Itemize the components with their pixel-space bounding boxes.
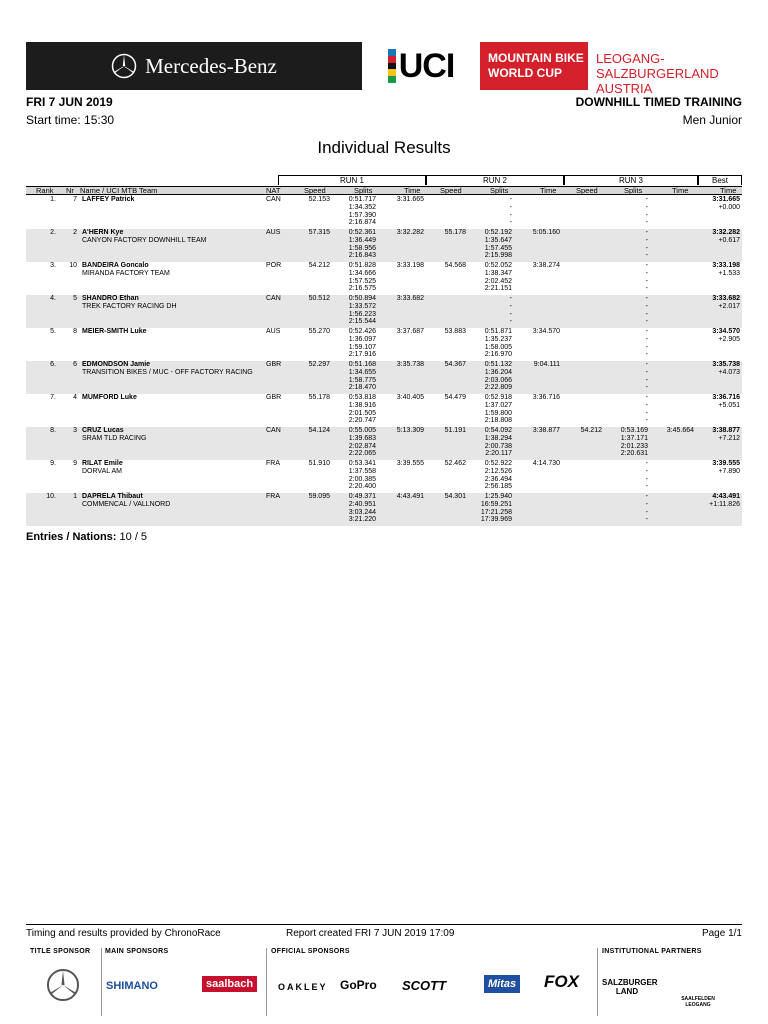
split-cell: -	[645, 318, 648, 326]
run-time-cell: 3:33.682	[396, 295, 424, 302]
split-cell: -	[645, 252, 648, 260]
speed-cell: 52.462	[444, 460, 466, 467]
split-cell: -	[645, 409, 648, 417]
table-row	[26, 427, 742, 460]
run-time-cell: 4:14.730	[532, 460, 560, 467]
gap-cell: +5.051	[718, 401, 740, 409]
bib-number-cell: 1	[73, 493, 77, 500]
split-cell: 1:37.558	[348, 467, 376, 475]
split-cell: -	[645, 285, 648, 293]
rank-cell: 10.	[46, 493, 56, 500]
salzburgerland-logo: SALZBURGER LAND	[602, 978, 658, 996]
split-cell: -	[645, 328, 648, 335]
team-name-cell: MIRANDA FACTORY TEAM	[82, 269, 170, 277]
rider-name-cell: MUMFORD Luke	[82, 394, 137, 401]
split-cell: 2:20.631	[620, 450, 648, 458]
best-time-cell: 3:31.665	[712, 196, 740, 203]
best-time-cell: 4:43.491	[712, 493, 740, 500]
split-cell: -	[509, 196, 512, 203]
split-cell: -	[645, 508, 648, 516]
mercedes-wordmark: Mercedes-Benz	[145, 53, 277, 78]
run-time-cell: 3:40.405	[396, 394, 424, 401]
split-cell: -	[645, 500, 648, 508]
oakley-logo: OAKLEY	[278, 982, 328, 992]
run-time-cell: 3:45.664	[666, 427, 694, 434]
nationality-cell: CAN	[266, 295, 281, 302]
best-header: Best	[698, 175, 742, 185]
split-cell: 0:51.168	[348, 361, 376, 368]
rank-cell: 2.	[50, 229, 56, 236]
saalbach-logo: saalbach	[202, 976, 257, 992]
split-cell: 2:02.452	[484, 277, 512, 285]
rank-cell: 9.	[50, 460, 56, 467]
run2-header: RUN 2	[426, 175, 564, 185]
shimano-logo: SHIMANO	[106, 980, 158, 992]
main-sponsors-label: MAIN SPONSORS	[105, 948, 169, 955]
nationality-cell: GBR	[266, 394, 282, 401]
bib-number-cell: 6	[73, 361, 77, 368]
best-time-cell: 3:38.877	[712, 427, 740, 434]
col-r3-splits: Splits	[624, 186, 643, 195]
split-cell: -	[645, 269, 648, 277]
split-cell: -	[509, 318, 512, 326]
nationality-cell: POR	[266, 262, 282, 269]
split-cell: 0:49.371	[348, 493, 376, 500]
sponsor-divider	[266, 948, 267, 1016]
col-r3-time: Time	[672, 186, 689, 195]
split-cell: 1:58.005	[484, 343, 512, 351]
table-row	[26, 394, 742, 427]
col-nr: Nr	[66, 186, 74, 195]
gap-cell: +1.533	[718, 269, 740, 277]
nationality-cell: CAN	[266, 427, 281, 434]
rider-name-cell: MEIER-SMITH Luke	[82, 328, 147, 335]
rider-name-cell: DAPRELA Thibaut	[82, 493, 143, 500]
page-title: Individual Results	[317, 138, 451, 157]
split-cell: -	[645, 368, 648, 376]
split-cell: 0:52.192	[484, 229, 512, 236]
entries-label: Entries / Nations:	[26, 531, 117, 543]
split-cell: 1:35.237	[484, 335, 512, 343]
rider-name-cell: LAFFEY Patrick	[82, 196, 135, 203]
split-cell: 1:36.449	[348, 236, 376, 244]
split-cell: 1:59.107	[348, 343, 376, 351]
sponsor-bar	[30, 948, 742, 1018]
speed-cell: 53.883	[444, 328, 466, 335]
split-cell: -	[509, 295, 512, 302]
table-row	[26, 493, 742, 526]
split-cell: 1:57.525	[348, 277, 376, 285]
fox-logo: FOX	[544, 972, 579, 991]
speed-cell: 52.297	[308, 361, 330, 368]
split-cell: -	[645, 467, 648, 475]
split-cell: 2:00.385	[348, 475, 376, 483]
split-cell: 2:22.809	[484, 384, 512, 392]
split-cell: 2:16.843	[348, 252, 376, 260]
split-cell: 1:38.294	[484, 434, 512, 442]
split-cell: 1:35.647	[484, 236, 512, 244]
speed-cell: 55.270	[308, 328, 330, 335]
split-cell: -	[645, 219, 648, 227]
event-venue: LEOGANG-SALZBURGERLAND AUSTRIA	[588, 42, 742, 90]
split-cell: 0:52.922	[484, 460, 512, 467]
rank-cell: 8.	[50, 427, 56, 434]
run-time-cell: 3:36.716	[532, 394, 560, 401]
split-cell: -	[645, 244, 648, 252]
split-cell: 2:20.117	[485, 450, 512, 458]
table-row	[26, 460, 742, 493]
split-cell: -	[645, 262, 648, 269]
split-cell: 0:53.341	[348, 460, 376, 467]
split-cell: 1:58.775	[348, 376, 376, 384]
split-cell: -	[645, 394, 648, 401]
run-time-cell: 3:35.738	[396, 361, 424, 368]
split-cell: 1:37.171	[620, 434, 648, 442]
split-cell: 0:50.894	[348, 295, 376, 302]
split-cell: 1:58.956	[348, 244, 376, 252]
best-time-cell: 3:39.555	[712, 460, 740, 467]
rank-cell: 1.	[50, 196, 56, 203]
split-cell: 1:59.800	[484, 409, 512, 417]
timing-provider: Timing and results provided by ChronoRace	[26, 928, 221, 939]
team-name-cell: DORVAL AM	[82, 467, 122, 475]
split-cell: -	[509, 302, 512, 310]
split-cell: 1:36.097	[348, 335, 376, 343]
split-cell: -	[645, 417, 648, 425]
split-cell: 2:36.494	[484, 475, 512, 483]
uci-wordmark: UCI	[398, 46, 455, 85]
split-cell: -	[645, 229, 648, 236]
gap-cell: +2.017	[718, 302, 740, 310]
split-cell: 2:00.738	[484, 442, 512, 450]
page-number: Page 1/1	[701, 928, 742, 939]
split-cell: 2:20.747	[348, 417, 376, 425]
table-row	[26, 361, 742, 394]
team-name-cell: SRAM TLD RACING	[82, 434, 147, 442]
scott-logo: SCOTT	[402, 978, 447, 993]
split-cell: 17:39.969	[480, 516, 512, 524]
gap-cell: +1:11.826	[709, 500, 740, 508]
speed-cell: 52.153	[308, 196, 330, 203]
split-cell: 1:39.683	[348, 434, 376, 442]
split-cell: -	[645, 295, 648, 302]
results-table	[26, 174, 742, 526]
split-cell: -	[645, 460, 648, 467]
gap-cell: +7.890	[718, 467, 740, 475]
split-cell: -	[509, 310, 512, 318]
col-r2-time: Time	[540, 186, 557, 195]
split-cell: 1:38.347	[484, 269, 512, 277]
mercedes-star-icon	[111, 53, 137, 79]
col-name: Name / UCI MTB Team	[80, 186, 158, 195]
split-cell: -	[645, 483, 648, 491]
split-cell: -	[645, 351, 648, 359]
split-cell: 17:21.258	[480, 508, 512, 516]
table-row	[26, 295, 742, 328]
split-cell: 2:22.065	[348, 450, 376, 458]
split-cell: 0:52.361	[348, 229, 376, 236]
rider-name-cell: BANDEIRA Goncalo	[82, 262, 149, 269]
run-time-cell: 3:33.198	[396, 262, 424, 269]
team-name-cell: TREK FACTORY RACING DH	[82, 302, 177, 310]
nationality-cell: AUS	[266, 229, 281, 236]
rider-name-cell: RILAT Emile	[82, 460, 123, 467]
speed-cell: 51.191	[444, 427, 466, 434]
split-cell: 1:25.940	[484, 493, 512, 500]
run-time-cell: 3:34.570	[532, 328, 560, 335]
col-r2-splits: Splits	[490, 186, 509, 195]
bib-number-cell: 5	[73, 295, 77, 302]
speed-cell: 54.568	[444, 262, 466, 269]
split-cell: 2:15.998	[484, 252, 512, 260]
session-name: DOWNHILL TIMED TRAINING	[575, 95, 742, 109]
uci-logo	[362, 42, 480, 90]
split-cell: -	[645, 203, 648, 211]
split-cell: 0:52.918	[484, 394, 512, 401]
bib-number-cell: 4	[73, 394, 77, 401]
split-cell: 1:34.352	[348, 203, 376, 211]
split-cell: 2:16.575	[348, 285, 376, 293]
run-time-cell: 3:38.274	[532, 262, 560, 269]
split-cell: 0:51.871	[484, 328, 512, 335]
split-cell: 0:55.005	[348, 427, 376, 434]
gap-cell: +7.212	[718, 434, 740, 442]
best-time-cell: 3:33.198	[712, 262, 740, 269]
run-time-cell: 4:43.491	[396, 493, 424, 500]
split-cell: -	[509, 203, 512, 211]
split-cell: -	[645, 277, 648, 285]
split-cell: -	[645, 302, 648, 310]
split-cell: -	[645, 211, 648, 219]
split-cell: 2:03.066	[484, 376, 512, 384]
bib-number-cell: 10	[69, 262, 77, 269]
split-cell: -	[645, 376, 648, 384]
split-cell: -	[645, 516, 648, 524]
split-cell: -	[645, 196, 648, 203]
run3-header: RUN 3	[564, 175, 698, 185]
split-cell: 3:21.220	[348, 516, 376, 524]
table-row	[26, 262, 742, 295]
split-cell: -	[645, 310, 648, 318]
split-cell: 2:12.526	[484, 467, 512, 475]
table-row	[26, 229, 742, 262]
best-time-cell: 3:33.682	[712, 295, 740, 302]
speed-cell: 54.367	[444, 361, 466, 368]
split-cell: 1:57.390	[348, 211, 376, 219]
rider-name-cell: A'HERN Kye	[82, 229, 124, 236]
split-cell: 1:38.916	[348, 401, 376, 409]
run-time-cell: 3:38.877	[532, 427, 560, 434]
bib-number-cell: 3	[73, 427, 77, 434]
col-r1-time: Time	[404, 186, 421, 195]
col-r1-speed: Speed	[304, 186, 326, 195]
split-cell: 0:52.052	[484, 262, 512, 269]
nationality-cell: FRA	[266, 493, 280, 500]
rank-cell: 7.	[50, 394, 56, 401]
mercedes-logo	[26, 42, 362, 90]
split-cell: 2:01.505	[348, 409, 376, 417]
nationality-cell: GBR	[266, 361, 282, 368]
run-time-cell: 5:13.309	[396, 427, 424, 434]
rank-cell: 5.	[50, 328, 56, 335]
speed-cell: 50.512	[308, 295, 330, 302]
gap-cell: +4.073	[718, 368, 740, 376]
team-name-cell: CANYON FACTORY DOWNHILL TEAM	[82, 236, 207, 244]
speed-cell: 59.095	[308, 493, 330, 500]
col-rank: Rank	[36, 186, 54, 195]
footer-divider	[26, 924, 742, 925]
col-r2-speed: Speed	[440, 186, 462, 195]
split-cell: -	[645, 493, 648, 500]
official-sponsors-label: OFFICIAL SPONSORS	[271, 948, 350, 955]
mercedes-star-icon	[46, 968, 80, 1002]
gap-cell: +2.905	[718, 335, 740, 343]
speed-cell: 54.301	[444, 493, 466, 500]
speed-cell: 54.124	[308, 427, 330, 434]
institutional-partners-label: INSTITUTIONAL PARTNERS	[602, 948, 702, 955]
event-name: MOUNTAIN BIKE WORLD CUP	[480, 42, 588, 90]
run-time-cell: 3:32.282	[396, 229, 424, 236]
col-r1-splits: Splits	[354, 186, 373, 195]
split-cell: 2:18.808	[484, 417, 512, 425]
split-cell: 0:54.092	[484, 427, 512, 434]
split-cell: -	[645, 384, 648, 392]
split-cell: -	[645, 401, 648, 409]
speed-cell: 54.212	[308, 262, 330, 269]
table-row	[26, 196, 742, 229]
team-name-cell: TRANSITION BIKES / MUC - OFF FACTORY RACING	[82, 368, 253, 376]
mitas-logo: Mitas	[484, 975, 520, 993]
nationality-cell: AUS	[266, 328, 281, 335]
speed-cell: 55.178	[308, 394, 330, 401]
category: Men Junior	[682, 113, 742, 127]
speed-cell: 54.212	[580, 427, 602, 434]
split-cell: 1:36.204	[484, 368, 512, 376]
nationality-cell: FRA	[266, 460, 280, 467]
split-cell: -	[645, 236, 648, 244]
run-time-cell: 3:39.555	[396, 460, 424, 467]
title-sponsor-label: TITLE SPONSOR	[30, 948, 91, 955]
split-cell: 2:18.470	[348, 384, 376, 392]
split-cell: 0:51.717	[348, 196, 376, 203]
saalfelden-leogang-logo: SAALFELDEN LEOGANG	[681, 996, 715, 1008]
speed-cell: 51.910	[308, 460, 330, 467]
entries-summary	[26, 531, 147, 543]
split-cell: 2:20.400	[348, 483, 376, 491]
split-cell: -	[509, 211, 512, 219]
split-cell: 1:56.223	[348, 310, 376, 318]
best-time-cell: 3:36.716	[712, 394, 740, 401]
split-cell: 1:57.455	[484, 244, 512, 252]
run-time-cell: 3:31.665	[396, 196, 424, 203]
event-date: FRI 7 JUN 2019	[26, 95, 113, 109]
run-time-cell: 5:05.160	[532, 229, 560, 236]
speed-cell: 54.479	[444, 394, 466, 401]
report-created: Report created FRI 7 JUN 2019 17:09	[286, 928, 455, 939]
split-cell: -	[645, 475, 648, 483]
nationality-cell: CAN	[266, 196, 281, 203]
split-cell: 0:52.426	[348, 328, 376, 335]
rider-name-cell: CRUZ Lucas	[82, 427, 124, 434]
rank-cell: 4.	[50, 295, 56, 302]
sponsor-divider	[101, 948, 102, 1016]
split-cell: 2:21.151	[484, 285, 512, 293]
split-cell: 2:16.874	[348, 219, 376, 227]
split-cell: -	[509, 219, 512, 227]
split-cell: -	[645, 361, 648, 368]
bib-number-cell: 8	[73, 328, 77, 335]
bib-number-cell: 9	[73, 460, 77, 467]
split-cell: -	[645, 335, 648, 343]
gap-cell: +0.617	[718, 236, 740, 244]
split-cell: 1:33.572	[348, 302, 376, 310]
rider-name-cell: SHANDRO Ethan	[82, 295, 139, 302]
table-header	[26, 174, 742, 196]
table-row	[26, 328, 742, 361]
split-cell: 2:01.233	[620, 442, 648, 450]
rank-cell: 6.	[50, 361, 56, 368]
run-time-cell: 9:04.111	[533, 361, 560, 368]
best-time-cell: 3:32.282	[712, 229, 740, 236]
gap-cell: +0.000	[718, 203, 740, 211]
split-cell: 2:02.874	[348, 442, 376, 450]
best-time-cell: 3:34.570	[712, 328, 740, 335]
rider-name-cell: EDMONDSON Jamie	[82, 361, 151, 368]
header-banner	[26, 42, 742, 96]
col-r3-speed: Speed	[576, 186, 598, 195]
split-cell: 2:15.544	[348, 318, 376, 326]
speed-cell: 55.178	[444, 229, 466, 236]
column-headers	[26, 186, 742, 195]
run-time-cell: 3:37.687	[396, 328, 424, 335]
split-cell: 0:51.132	[484, 361, 512, 368]
gopro-logo: GoPro	[340, 978, 377, 992]
split-cell: 2:16.970	[484, 351, 512, 359]
split-cell: 1:34.666	[348, 269, 376, 277]
split-cell: 0:53.818	[348, 394, 376, 401]
rainbow-stripes-icon	[388, 49, 396, 83]
rank-cell: 3.	[50, 262, 56, 269]
split-cell: -	[645, 343, 648, 351]
run1-header: RUN 1	[278, 175, 426, 185]
col-nat: NAT	[266, 186, 281, 195]
split-cell: 2:56.185	[484, 483, 512, 491]
entries-value: 10 / 5	[119, 531, 148, 543]
sponsor-divider	[597, 948, 598, 1016]
bib-number-cell: 2	[73, 229, 77, 236]
split-cell: 3:03.244	[348, 508, 376, 516]
split-cell: 1:34.655	[348, 368, 376, 376]
speed-cell: 57.315	[308, 229, 330, 236]
col-best-time: Time	[720, 186, 737, 195]
split-cell: 16:59.251	[480, 500, 512, 508]
split-cell: 0:51.828	[348, 262, 376, 269]
bib-number-cell: 7	[73, 196, 77, 203]
split-cell: 0:53.169	[620, 427, 648, 434]
start-time: Start time: 15:30	[26, 113, 115, 127]
team-name-cell: COMMENCAL / VALLNORD	[82, 500, 171, 508]
split-cell: 2:40.951	[348, 500, 376, 508]
split-cell: 1:37.027	[484, 401, 512, 409]
best-time-cell: 3:35.738	[712, 361, 740, 368]
split-cell: 2:17.916	[348, 351, 376, 359]
table-body	[26, 196, 742, 526]
